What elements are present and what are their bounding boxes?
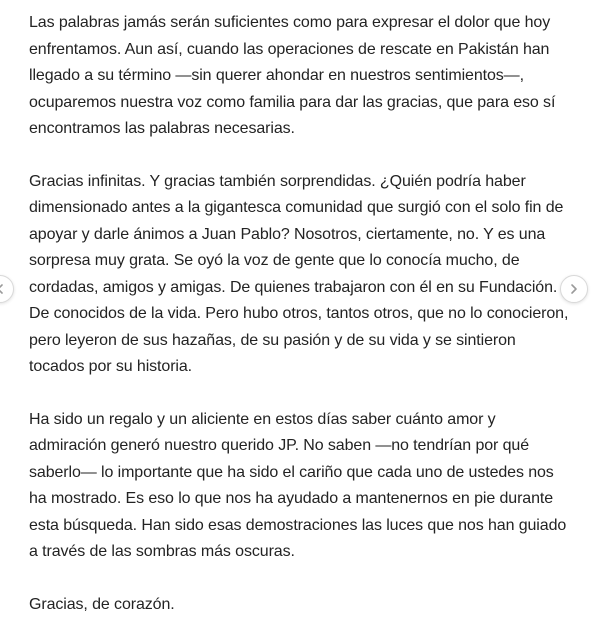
paragraph-2: Gracias infinitas. Y gracias también sorprendidas. ¿Quién podría haber dimensionado antes a la gigantesca comunidad que surgió con el solo fin de apoyar y darle ánimos a Juan Pablo? Nosotros, ciertamente, no. Y es una sorpresa muy grata. Se oyó la voz de gente que lo conocía mucho, de cordadas, amigos y amigas. De quienes trabajaron con él en su Fundación. De conocidos de la vida. Pero hubo otros, tantos otros, que no lo conocieron, pero leyeron de sus hazañas, de su pasión y de su vida y se sintieron tocados por su historia. [29, 169, 569, 381]
next-slide-button[interactable] [560, 275, 588, 303]
paragraph-3: Ha sido un regalo y un aliciente en estos días saber cuánto amor y admiración generó nuestro querido JP. No saben —no tendrían por qué saberlo— lo importante que ha sido el cariño que cada uno de ustedes nos ha mostrado. Es eso lo que nos ha ayudado a mantenernos en pie durante esta búsqueda. Han sido esas demostraciones las luces que nos han guiado a través de las sombras más oscuras. [29, 407, 569, 566]
paragraph-4: Gracias, de corazón. [29, 592, 569, 618]
letter-text [29, 10, 569, 618]
chevron-left-icon [0, 283, 6, 295]
paragraph-1: Las palabras jamás serán suficientes como para expresar el dolor que hoy enfrentamos. Aun así, cuando las operaciones de rescate en Pakistán han llegado a su término —sin querer ahondar en nuestros sentimientos—, ocuparemos nuestra voz como familia para dar las gracias, que para eso sí encontramos las palabras necesarias. [29, 10, 569, 143]
chevron-right-icon [568, 283, 580, 295]
previous-slide-button[interactable] [0, 275, 14, 303]
